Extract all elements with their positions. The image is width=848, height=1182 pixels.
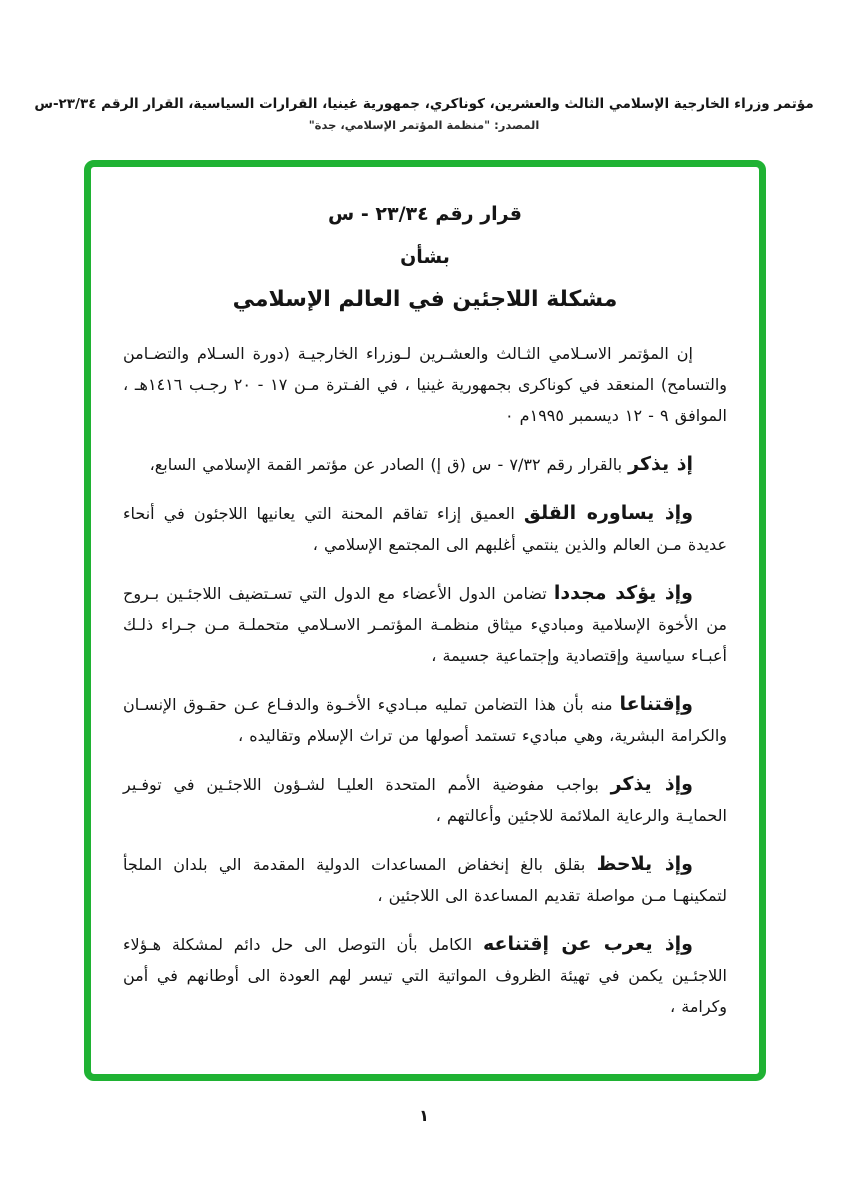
paragraph-lead: إذ يذكر	[628, 453, 693, 475]
page-number: ١	[419, 1106, 429, 1125]
paragraph-lead: وإذ يلاحظ	[596, 853, 693, 875]
document-body	[121, 338, 729, 1022]
paragraph-text: بقلق بالغ إنخفاض المساعدات الدولية المقدمة الي بلدان الملجأ لتمكينهـا مـن مواصلة تقديم المساعدة الى اللاجئين ،	[123, 855, 727, 905]
paragraph-text: منه بأن هذا التضامن تمليه مبـاديء الأخـوة والدفـاع عـن حقـوق الإنسـان والكرامة البشرية، وهي مباديء تستمد أصولها من تراث الإسلام وتقاليده ،	[123, 695, 727, 745]
resolution-number-title: قرار رقم ٢٣/٣٤ - س	[328, 203, 522, 225]
document-header	[0, 93, 848, 135]
paragraph-text: تضامن الدول الأعضاء مع الدول التي تسـتضيف اللاجئـين بـروح من الأخوة الإسلامية ومباديء ميثاق منظمـة المؤتمـر الاسـلامي متحملـة مـن جـراء ذلـك أعبـاء سياسية وإقتصادية وإجتماعية جسيمة ،	[123, 584, 727, 665]
paragraph-reaffirming	[123, 578, 727, 671]
paragraph-text: الكامل بأن التوصل الى حل دائم لمشكلة هـؤلاء اللاجئـين يكمن في تهيئة الظروف المواتية التي تيسر لهم العودة الى أوطانهم في أمن وكرامة ،	[123, 935, 727, 1016]
paragraph-deep-concern	[123, 498, 727, 560]
paragraph-lead: وإذ يساوره القلق	[523, 502, 694, 524]
paragraph-noting-decline	[123, 849, 727, 911]
paragraph-recalling	[123, 449, 727, 480]
paragraph-text: بواجب مفوضية الأمم المتحدة العليـا لشـؤون اللاجئـين في توفـير الحمايـة والرعاية الملائمة للاجئين وأعالتهم ،	[123, 775, 727, 825]
paragraph-text: بالقرار رقم ٧/٣٢ - س (ق إ) الصادر عن مؤتمر القمة الإسلامي السابع،	[149, 455, 629, 474]
paragraph-lead: وإقتناعا	[619, 693, 693, 715]
paragraph-lead: وإذ يعرب عن إقتناعه	[482, 933, 693, 955]
header-source-line: المصدر: "منظمة المؤتمر الإسلامي، جدة"	[308, 118, 540, 132]
paragraph-unhcr-duty	[123, 769, 727, 831]
green-highlight-border	[84, 160, 766, 1081]
paragraph-text: إن المؤتمر الاسـلامي الثـالث والعشـرين لـوزراء الخارجيـة (دورة السـلام والتضـامن والتسامح) المنعقد في كوناكرى بجمهورية غينيا ، في الفـترة مـن ١٧ - ٢٠ رجـب ١٤١٦هـ ، الموافق ٩ - ١٢ ديسمبر ١٩٩٥م ٠	[123, 344, 728, 425]
paragraph-convinced	[123, 689, 727, 751]
title-regarding: بشأن	[400, 246, 450, 268]
paragraph-lead: وإذ يذكر	[610, 773, 693, 795]
paragraph-expressing-conviction	[123, 929, 727, 1022]
document-main-title: مشكلة اللاجئين في العالم الإسلامي	[232, 287, 618, 312]
title-block	[121, 203, 729, 312]
header-citation-line: مؤتمر وزراء الخارجية الإسلامي الثالث والعشرين، كوناكري، جمهورية غينيا، القرارات السياسية، القرار الرقم ٢٣/٣٤-س	[34, 96, 814, 112]
paragraph-lead: وإذ يؤكد مجددا	[553, 582, 693, 604]
paragraph-preamble	[123, 338, 727, 431]
paragraph-text: العميق إزاء تفاقم المحنة التي يعانيها اللاجئون في أنحاء عديدة مـن العالم والذين ينتمي أغلبهم الى المجتمع الإسلامي ،	[123, 504, 727, 554]
